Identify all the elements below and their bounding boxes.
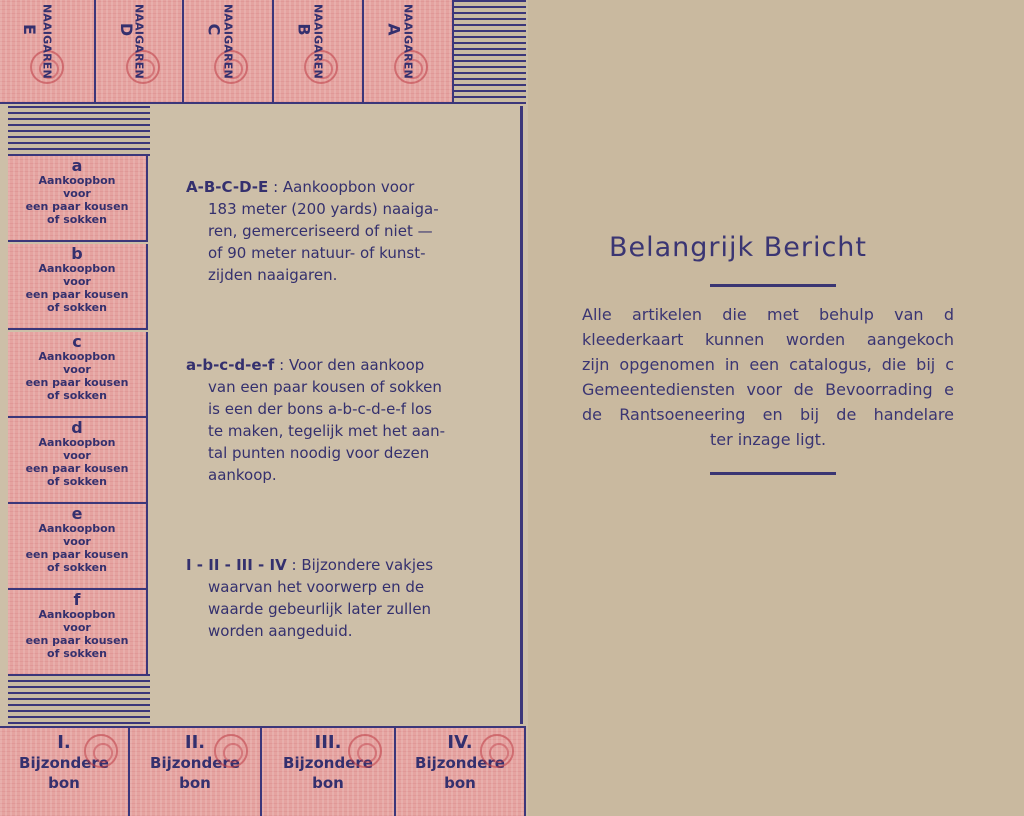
coupon-text-line: Bijzondere xyxy=(283,754,373,772)
coupon-text-line: Aankoopbon xyxy=(38,262,116,275)
coupon-label: NAAIGAREN xyxy=(132,4,146,79)
instruction-separator: : xyxy=(291,556,297,574)
coupon-letter: c xyxy=(72,332,82,351)
coupon-text-line: Aankoopbon xyxy=(38,522,116,535)
coupon-naaigaren-b xyxy=(274,0,364,104)
coupon-numeral: II. xyxy=(184,732,206,753)
coupon-text-line: of sokken xyxy=(47,475,107,488)
coupon-text-line: Aankoopbon xyxy=(38,436,116,449)
notice-line: zijn opgenomen in een catalogus, die bij c xyxy=(582,355,954,374)
instruction-heading: a-b-c-d-e-f xyxy=(186,356,275,374)
instruction-bijzondere xyxy=(186,554,486,642)
coupon-letter: d xyxy=(71,418,83,437)
ration-card-right-panel xyxy=(528,0,1024,816)
coupon-text-line: voor xyxy=(63,449,91,462)
coupon-text-line: Bijzondere xyxy=(19,754,109,772)
bottom-divider xyxy=(710,472,836,475)
instruction-text: te maken, tegelijk met het aan- xyxy=(208,422,446,440)
coupon-text-line: een paar kousen xyxy=(25,548,129,561)
coupon-text-line: een paar kousen xyxy=(25,200,129,213)
instruction-text: waarde gebeurlijk later zullen xyxy=(208,600,432,618)
coupon-sokken-c xyxy=(8,332,148,418)
coupon-letter: E xyxy=(19,24,39,35)
wave-pattern-border xyxy=(8,674,150,724)
instruction-sokken xyxy=(186,354,486,486)
notice-line: Gemeentediensten voor de Bevoorrading e xyxy=(582,380,954,399)
notice-line: kleederkaart kunnen worden aangekoch xyxy=(582,330,954,349)
instruction-text: ren, gemerceriseerd of niet — xyxy=(208,222,433,240)
coupon-letter: A xyxy=(384,23,404,36)
coupon-text-line: Bijzondere xyxy=(150,754,240,772)
coupon-bijzondere-3 xyxy=(262,726,396,816)
coupon-text-line: voor xyxy=(63,363,91,376)
instruction-separator: : xyxy=(273,178,279,196)
coupon-text-line: een paar kousen xyxy=(25,376,129,389)
coupon-text-line: Aankoopbon xyxy=(38,350,116,363)
coupon-text-line: bon xyxy=(312,774,344,792)
instruction-separator: : xyxy=(279,356,285,374)
coupon-naaigaren-e xyxy=(0,0,96,104)
notice-line: ter inzage ligt. xyxy=(709,430,827,449)
coupon-label: NAAIGAREN xyxy=(221,4,235,79)
coupon-numeral: I. xyxy=(57,732,71,753)
coupon-text-line: bon xyxy=(179,774,211,792)
coupon-numeral: IV. xyxy=(447,732,473,753)
coupon-letter: D xyxy=(117,22,137,37)
instruction-text: aankoop. xyxy=(208,466,277,484)
coupon-sokken-d xyxy=(8,418,148,504)
coupon-text-line: of sokken xyxy=(47,389,107,402)
coupon-sokken-b xyxy=(8,244,148,330)
coupon-text-line: Aankoopbon xyxy=(38,608,116,621)
instruction-text: Aankoopbon voor xyxy=(282,178,415,196)
instruction-text: tal punten noodig voor dezen xyxy=(208,444,430,462)
coupon-text-line: voor xyxy=(63,187,91,200)
instruction-text: worden aangeduid. xyxy=(208,622,353,640)
seal-icon xyxy=(84,734,118,768)
coupon-text-line: voor xyxy=(63,621,91,634)
instruction-text: Bijzondere vakjes xyxy=(301,556,434,574)
coupon-sokken-e xyxy=(8,504,148,590)
instructions-box xyxy=(150,106,523,724)
coupon-bijzondere-1 xyxy=(0,726,130,816)
coupon-text-line: of sokken xyxy=(47,301,107,314)
title-underline xyxy=(710,284,836,287)
seal-icon xyxy=(480,734,514,768)
coupon-naaigaren-d xyxy=(96,0,184,104)
instruction-text: waarvan het voorwerp en de xyxy=(208,578,425,596)
coupon-bijzondere-2 xyxy=(130,726,262,816)
coupon-label: NAAIGAREN xyxy=(40,4,54,79)
notice-title: Belangrijk Bericht xyxy=(608,232,868,263)
coupon-text-line: of sokken xyxy=(47,561,107,574)
coupon-text-line: Bijzondere xyxy=(415,754,505,772)
coupon-letter: e xyxy=(71,504,83,523)
coupon-text-line: een paar kousen xyxy=(25,462,129,475)
coupon-sokken-a xyxy=(8,156,148,242)
notice-line: de Rantsoeneering en bij de handelare xyxy=(582,405,954,424)
coupon-letter: C xyxy=(204,23,224,36)
coupon-text-line: een paar kousen xyxy=(25,634,129,647)
coupon-letter: a xyxy=(71,156,83,175)
coupon-sokken-f xyxy=(8,590,148,676)
coupon-letter: b xyxy=(71,244,83,263)
coupon-letter: f xyxy=(73,590,81,609)
coupon-text-line: voor xyxy=(63,275,91,288)
instruction-text: is een der bons a-b-c-d-e-f los xyxy=(208,400,432,418)
instruction-text: 183 meter (200 yards) naaiga- xyxy=(208,200,439,218)
coupon-text-line: Aankoopbon xyxy=(38,174,116,187)
wave-pattern-border xyxy=(454,0,526,104)
coupon-letter: B xyxy=(294,23,314,36)
coupon-numeral: III. xyxy=(314,732,342,753)
instruction-naaigaren xyxy=(186,176,486,286)
coupon-text-line: of sokken xyxy=(47,213,107,226)
coupon-naaigaren-c xyxy=(184,0,274,104)
instruction-text: of 90 meter natuur- of kunst- xyxy=(208,244,426,262)
wave-pattern-border xyxy=(8,106,150,156)
seal-icon xyxy=(348,734,382,768)
coupon-text-line: bon xyxy=(444,774,476,792)
coupon-text-line: of sokken xyxy=(47,647,107,660)
instruction-text: zijden naaigaren. xyxy=(208,266,338,284)
instruction-text: Voor den aankoop xyxy=(288,356,425,374)
coupon-bijzondere-4 xyxy=(396,726,526,816)
coupon-text-line: een paar kousen xyxy=(25,288,129,301)
instruction-text: van een paar kousen of sokken xyxy=(208,378,442,396)
seal-icon xyxy=(214,734,248,768)
coupon-naaigaren-a xyxy=(364,0,454,104)
notice-line: Alle artikelen die met behulp van d xyxy=(582,305,954,324)
coupon-text-line: voor xyxy=(63,535,91,548)
coupon-label: NAAIGAREN xyxy=(401,4,415,79)
notice-body xyxy=(582,302,954,452)
instruction-heading: I - II - III - IV xyxy=(186,556,287,574)
instruction-heading: A-B-C-D-E xyxy=(186,178,269,196)
coupon-label: NAAIGAREN xyxy=(311,4,325,79)
coupon-text-line: bon xyxy=(48,774,80,792)
